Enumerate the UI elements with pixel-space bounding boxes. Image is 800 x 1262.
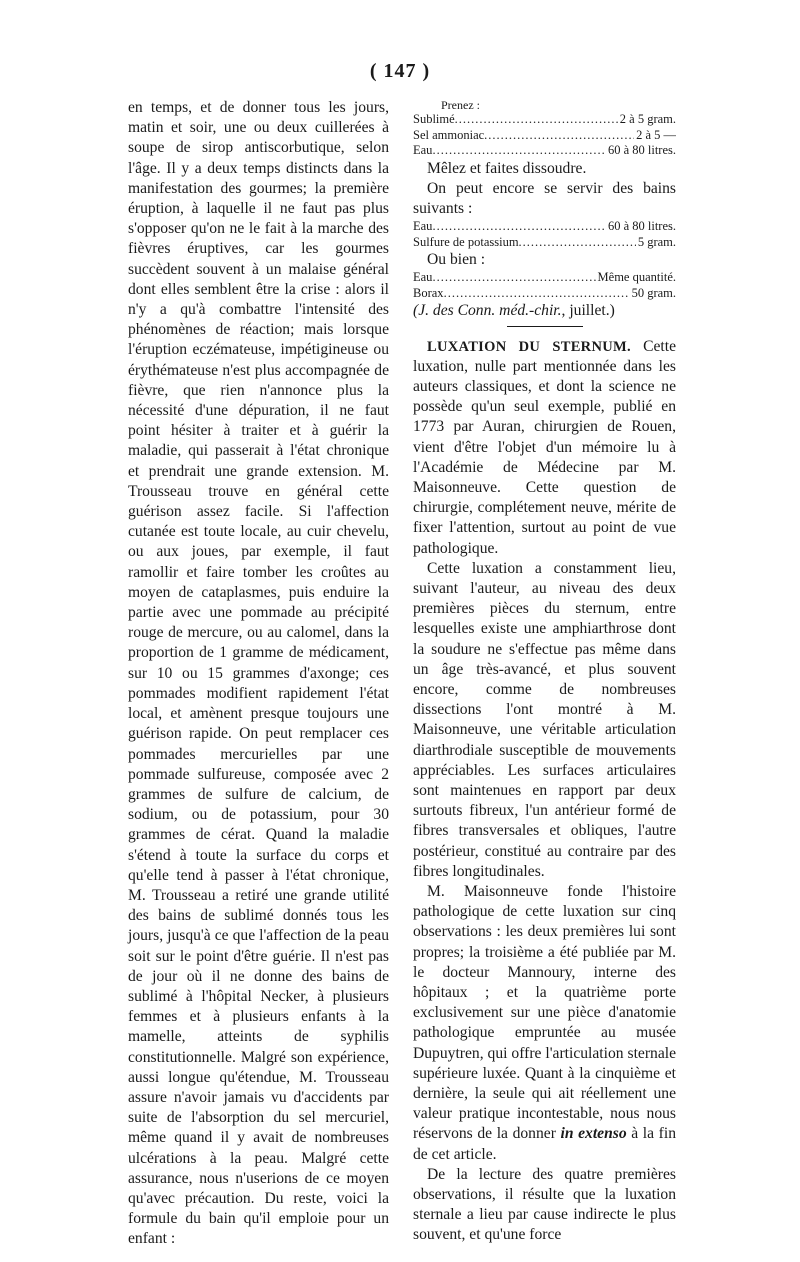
instruction-dissolve: Mêlez et faites dissoudre. <box>427 159 587 177</box>
ingredient-name: Borax <box>413 285 444 300</box>
ingredient-name: Sublimé <box>413 112 455 126</box>
leader-dots <box>432 270 595 286</box>
leader-dots <box>455 112 618 128</box>
ingredient-quantity: Même quantité. <box>597 270 676 285</box>
ingredient-name: Eau <box>413 143 433 157</box>
or-label: Ou bien : <box>427 251 486 269</box>
source-journal: (J. des Conn. méd.-chir. <box>413 302 562 320</box>
leader-dots <box>484 128 634 144</box>
page-number: ( 147 ) <box>369 60 431 82</box>
left-column <box>128 98 389 1250</box>
recipe-line <box>413 219 676 235</box>
ingredient-quantity: 60 à 80 litres. <box>607 219 676 234</box>
leader-dots <box>432 219 606 235</box>
section-divider <box>507 326 583 327</box>
recipe-line <box>413 286 676 302</box>
article-paragraph: De la lecture des quatre premières observations, il résulte que la luxation sternale a lieu par cause indirecte le plus souvent, et qu'une force <box>413 1165 676 1244</box>
leader-dots <box>444 286 630 302</box>
ingredient-name: Sulfure de potassium <box>413 234 519 249</box>
leader-dots <box>432 143 606 159</box>
recipe-heading: Prenez : <box>441 98 480 112</box>
article-paragraph-text: M. Maisonneuve fonde l'histoire pathologique de cette luxation sur cinq observations : les deux premières lui sont propres; la troisième a été publiée par M. le docteur Mannoury, interne des hôpitaux ; et la quatrième porte exclusivement sur une pièce d'anatomie pathologique empruntée au musée Dupuytren, qui offre l'articulation sternale supérieure luxée. Quant à la cinquième et dernière, la seule qui ait réellement une valeur pratique incontestable, nous nous réservons de la donner <box>413 883 676 1143</box>
recipe-line <box>413 112 676 128</box>
ingredient-quantity: 60 à 80 litres. <box>607 143 676 157</box>
ingredient-quantity: 2 à 5 — <box>636 127 676 142</box>
article-paragraph-text: à la fin de cet article. <box>413 1125 676 1163</box>
recipe-line <box>413 270 676 286</box>
instruction-alternative-baths: On peut encore se servir des bains suivants : <box>413 179 676 217</box>
left-column-text: en temps, et de donner tous les jours, matin et soir, une ou deux cuillerées à soupe de sirop antiscorbutique, selon l'âge. Il y a deux temps distincts dans la manifestation des gourmes; la première éruption, à laquelle il ne faut pas plus s'opposer qu'on ne le fait à la marche des fièvres éruptives, car les gourmes succèdent souvent à un malaise général dont elles semblent être la crise : alors il n'y a qu'à combattre l'intensité des phénomènes de réaction; mais lorsque l'éruption eczémateuse, impétigineuse ou érythémateuse n'est plus accompagnée de fièvre, que rien n'annonce plus la nécessité d'une dépuration, il ne faut point hésiter à traiter et à guérir la maladie, qui passerait à l'état chronique et prendrait une grande extension. M. Trousseau trouve en général cette guérison assez facile. Si l'affection cutanée est toute locale, au cuir chevelu, ou aux joues, par exemple, il faut ramollir et faire tomber les croûtes au moyen de cataplasmes, puis enduire la partie avec une pommade au précipité rouge de mercure, ou au calomel, dans la proportion de 1 gramme de médicament, sur 10 ou 15 grammes d'axonge; ces pommades modifient rapidement l'état local, et amènent presque toujours une guérison rapide. On peut remplacer ces pommades mercurielles par une pommade sulfureuse, composée avec 2 grammes de sulfure de calcium, de sodium, ou de potassium, pour 30 grammes de cérat. Quand la maladie s'étend à toute la surface du corps et qu'elle tend à passer à l'état chronique, M. Trousseau a retiré une grande utilité des bains de sublimé donnés tous les jours, jusqu'à ce que l'affection de la peau soit sur le point d'être guérie. Il n'est pas de jour où il ne donne des bains de sublimé à l'hôpital Necker, à plusieurs femmes et à plusieurs enfants à la mamelle, atteints de syphilis constitutionnelle. Malgré son expérience, aussi longue qu'étendue, M. Trousseau assure n'avoir jamais vu d'accidents par suite de l'absorption du sel mercuriel, même quand il y avait de nombreuses ulcérations à la peau. Malgré cette assurance, nous n'userions de ce moyen qu'avec précaution. Du reste, voici la formule du bain qu'il emploie pour un enfant : <box>128 99 389 1248</box>
recipe-line <box>413 235 676 251</box>
recipe-line <box>413 128 676 144</box>
article-paragraph <box>413 882 676 1165</box>
leader-dots <box>519 235 636 251</box>
source-date: , juillet.) <box>561 302 615 320</box>
ingredient-quantity: 5 gram. <box>637 234 676 249</box>
article-paragraph <box>413 337 676 559</box>
recipe-borax <box>413 270 676 301</box>
ingredient-name: Eau <box>413 219 433 234</box>
ingredient-name: Sel ammoniac <box>413 127 485 142</box>
recipe-sublime <box>413 112 676 159</box>
article-paragraph-text: Cette luxation, nulle part mentionnée dans les auteurs classiques, et dont la science ne possède qu'un seul exemple, publié en 1773 par Auran, chirurgien de Rouen, vient d'être l'objet d'un mémoire lu à l'Académie de Médecine par M. Maisonneuve. Cette question de chirurgie, complétement neuve, mérite de fixer l'attention, surtout au point de vue pathologique. <box>413 337 676 557</box>
italic-phrase: in extenso <box>560 1125 627 1143</box>
ingredient-name: Eau <box>413 270 433 285</box>
ingredient-quantity: 50 gram. <box>631 285 676 300</box>
ingredient-quantity: 2 à 5 gram. <box>619 112 676 126</box>
recipe-sulfur <box>413 219 676 250</box>
right-column <box>413 98 676 1246</box>
recipe-line <box>413 143 676 159</box>
source-citation <box>413 301 676 321</box>
article-heading: LUXATION DU STERNUM. <box>427 338 631 355</box>
article-paragraph: Cette luxation a constamment lieu, suivant l'auteur, au niveau des deux premières pièces du sternum, entre lesquelles existe une amphiarthrose dont la soudure ne s'effectue pas même dans un âge très-avancé, et plus souvent encore, comme de nombreuses dissections l'ont montré à M. Maisonneuve, une véritable articulation diarthrodiale susceptible de mouvements appréciables. Les surfaces articulaires sont maintenues en rapport par deux surtouts fibreux, l'un antérieur formé de fibres transversales et obliques, l'autre postérieur, constitué au contraire par des fibres longitudinales. <box>413 559 676 880</box>
